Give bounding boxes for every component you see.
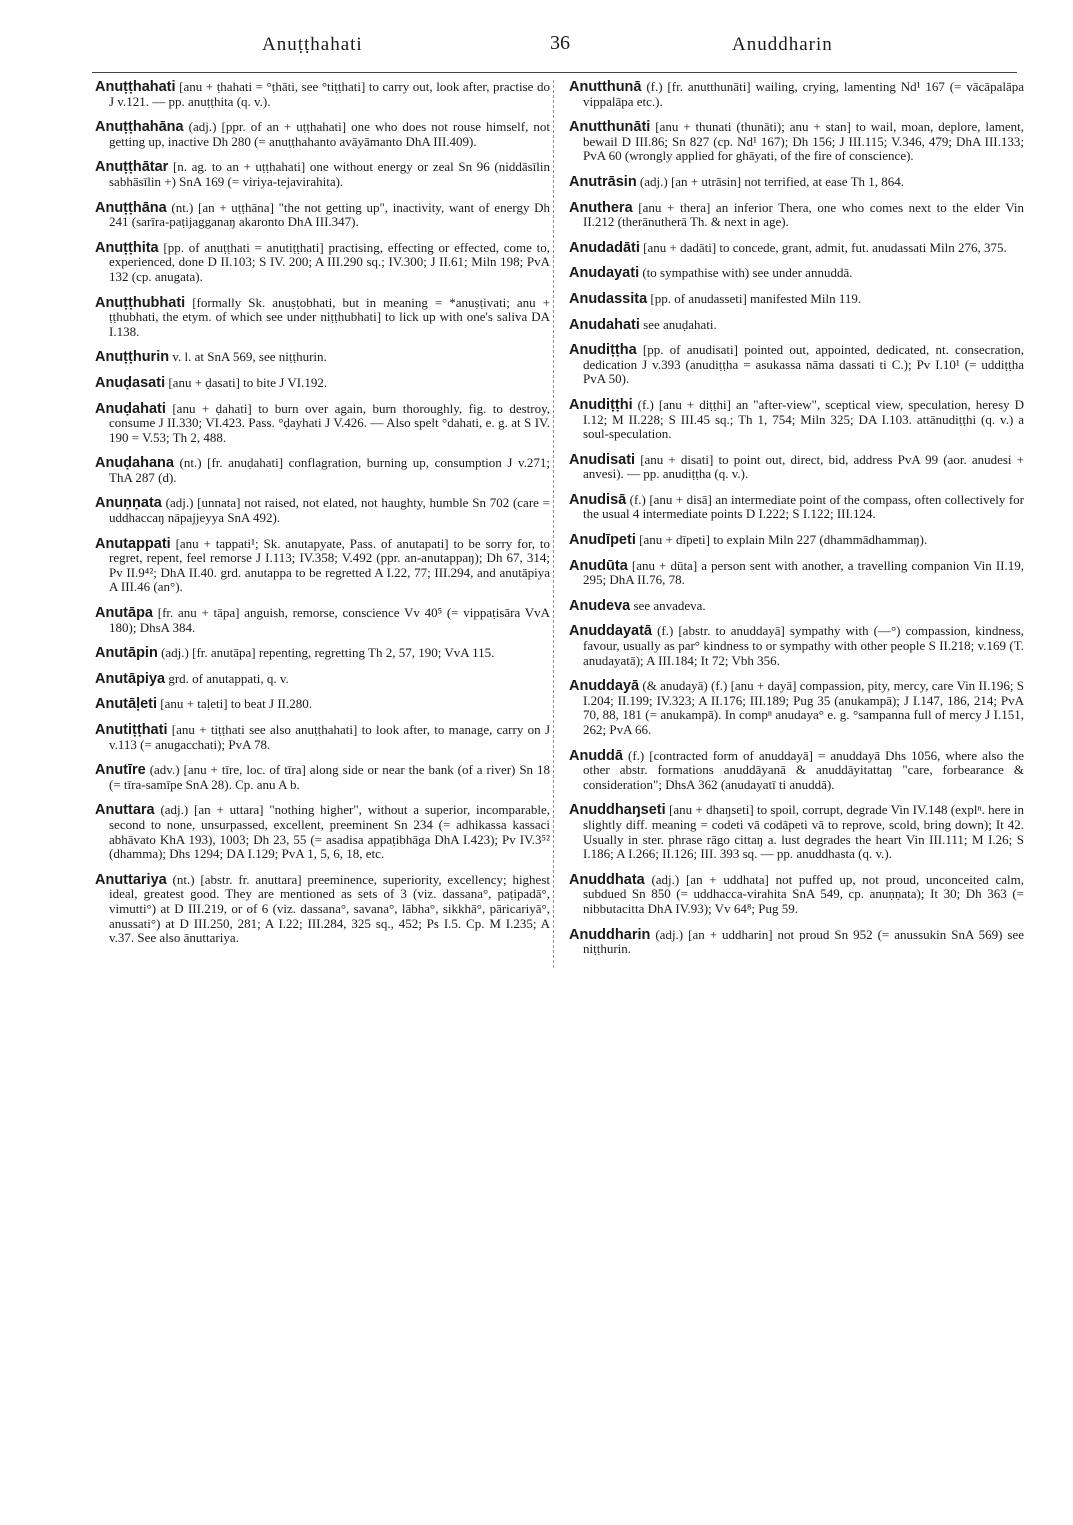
dictionary-entry bbox=[95, 723, 550, 752]
dictionary-entry bbox=[95, 201, 550, 230]
dictionary-entry bbox=[95, 241, 550, 285]
entry-headword: Anuddā bbox=[569, 747, 623, 764]
entry-body: [anu + ṭhahati = °ṭhāti, see °tiṭṭhati] to carry out, look after, practise do J v.121. — pp. anuṭṭhita (q. v.). bbox=[109, 79, 551, 109]
left-column bbox=[95, 80, 550, 957]
entry-headword: Anudadāti bbox=[569, 239, 640, 256]
dictionary-entry bbox=[95, 646, 550, 661]
dictionary-entry bbox=[95, 873, 550, 946]
entry-body: [anu + ḍasati] to bite J VI.192. bbox=[168, 374, 328, 390]
entry-body: [pp. of anudisati] pointed out, appointed, dedicated, nt. consecration, dedication J v.393 (anudiṭṭha = asukassa nāma dassati ti C.); Pv I.10¹ (= uddiṭṭha PvA 50). bbox=[583, 342, 1024, 387]
dictionary-entry bbox=[569, 343, 1024, 387]
entry-headword: Anuṭṭhita bbox=[95, 239, 159, 256]
entry-headword: Anudisā bbox=[569, 491, 627, 508]
dictionary-entry bbox=[569, 266, 1024, 281]
entry-body: (nt.) [fr. anuḍahati] conflagration, burning up, consumption J v.271; ThA 287 (d). bbox=[109, 455, 551, 485]
entry-headword: Anuddharin bbox=[569, 926, 651, 943]
entry-headword: Anutrāsin bbox=[569, 173, 637, 190]
dictionary-entry bbox=[95, 160, 550, 189]
entry-headword: Anudūta bbox=[569, 557, 628, 574]
entry-body: [anu + thera] an inferior Thera, one who comes next to the elder Vin II.212 (therānutherā Th. & next in age). bbox=[583, 199, 1025, 230]
entry-headword: Anuḍahati bbox=[95, 400, 166, 417]
dictionary-entry bbox=[95, 697, 550, 712]
column-divider bbox=[553, 80, 554, 968]
entry-body: [pp. of anudasseti] manifested Miln 119. bbox=[650, 290, 862, 306]
entry-body: [anu + disati] to point out, direct, bid, address PvA 99 (aor. anudesi + anvesi). — pp. anudiṭṭha (q. v.). bbox=[583, 451, 1025, 482]
dictionary-entry bbox=[569, 559, 1024, 588]
entry-headword: Anuṭṭhātar bbox=[95, 159, 169, 176]
entry-body: see anvadeva. bbox=[633, 597, 706, 613]
dictionary-entry bbox=[569, 120, 1024, 164]
entry-body: (f.) [abstr. to anuddayā] sympathy with (—°) compassion, kindness, favour, usually as par° kindness to or sympathy with other people S II.218; v.169 (T. anudayatā); A III.184; It 72; Vbh 356. bbox=[583, 623, 1025, 668]
entry-headword: Anutthunāti bbox=[569, 119, 651, 136]
entry-headword: Anudisati bbox=[569, 451, 636, 468]
entry-body: (adj.) [an + uttara] "nothing higher", without a superior, incomparable, second to none, unsurpassed, excellent, preeminent Sn 234 (= adhikassa kassaci abhāvato KhA 193), 1003; Dh 23, 55 (= asadisa appaṭibhāga DhA I.423); Pv IV.3⁵² (dhamma); Dhs 1294; DA I.129; PvA 1, 5, 6, 18, etc. bbox=[109, 802, 550, 862]
running-head-left: Anuṭṭhahati bbox=[262, 34, 363, 55]
entry-body: [anu + dadāti] to concede, grant, admit, fut. anudassati Miln 276, 375. bbox=[643, 239, 1007, 255]
dictionary-entry bbox=[569, 624, 1024, 668]
dictionary-entry bbox=[95, 402, 550, 446]
entry-body: [anu + dhaŋseti] to spoil, corrupt, degrade Vin IV.148 (explⁿ. here in slightly diff. meaning = codeti vā codāpeti vā to reprove, scold, bring down); It 42. Usually in ster. phrase rāgo cittaŋ a. lust degrades the heart Vin III.111; M I.26; S I.186; A I.266; II.126; III. 393 sq. — pp. anuddhasta (q. v.). bbox=[583, 802, 1024, 862]
entry-body: [formally Sk. anuṣṭobhati, but in meaning = *anuṣṭivati; anu + ṭṭhubhati, the etym. of which see under niṭṭhubhati] to lick up with one's saliva DA I.138. bbox=[109, 294, 550, 339]
entry-headword: Anuṇṇata bbox=[95, 495, 162, 512]
entry-headword: Anuṭṭhahāna bbox=[95, 119, 184, 136]
entry-body: [anu + tiṭṭhati see also anuṭṭhahati] to look after, to manage, carry on J v.113 (= anugacchati); PvA 78. bbox=[109, 722, 551, 752]
entry-headword: Anutāpin bbox=[95, 645, 158, 662]
entry-headword: Anutāḷeti bbox=[95, 696, 158, 713]
dictionary-entry bbox=[95, 80, 550, 109]
entry-body: (to sympathise with) see under annuddā. bbox=[642, 265, 853, 281]
entry-headword: Anudahati bbox=[569, 316, 640, 333]
entry-body: [n. ag. to an + uṭṭhahati] one without energy or zeal Sn 96 (niddāsīlin sabhāsīlin +) SnA 169 (= viriya-tejavirahita). bbox=[109, 159, 551, 189]
entry-headword: Anuddhata bbox=[569, 871, 645, 888]
entry-body: (f.) [contracted form of anuddayā] = anuddayā Dhs 1056, where also the other abstr. formations anuddāyanā & anuddāyitattaŋ "care, forbearance & consideration"; DhsA 362 (anudayatī ti anuddā). bbox=[583, 747, 1024, 792]
dictionary-entry bbox=[95, 803, 550, 861]
dictionary-entry bbox=[569, 292, 1024, 307]
dictionary-entry bbox=[569, 749, 1024, 793]
entry-headword: Anudeva bbox=[569, 597, 631, 614]
entry-body: [fr. anu + tāpa] anguish, remorse, conscience Vv 40⁵ (= vippaṭisāra VvA 180); DhsA 384. bbox=[109, 605, 551, 635]
entry-body: (& anudayā) (f.) [anu + dayā] compassion, pity, mercy, care Vin II.196; S I.204; II.199; IV.323; A II.176; III.189; Pug 35 (anukampā); J I.147, 186, 214; PvA 70, 88, 181 (= anukampā). In compⁿ anudaya° e. g. °sampanna full of mercy J I.151, 262; PvA 66. bbox=[583, 678, 1025, 737]
entry-body: (adj.) [an + uddhata] not puffed up, not proud, unconceited calm, subdued Sn 850 (= uddhacca-virahita SnA 549, cp. anuṇṇata); It 30; Dh 363 (= nibbutacitta DhA IV.93); Vv 64⁸; Pug 59. bbox=[583, 871, 1025, 916]
entry-headword: Anuddhaŋseti bbox=[569, 802, 666, 819]
entry-headword: Anuddayā bbox=[569, 678, 640, 695]
entry-body: (adj.) [an + utrāsin] not terrified, at ease Th 1, 864. bbox=[639, 173, 905, 189]
dictionary-entry bbox=[569, 533, 1024, 548]
dictionary-entry bbox=[569, 873, 1024, 917]
dictionary-entry bbox=[95, 496, 550, 525]
right-column bbox=[569, 80, 1024, 968]
entry-headword: Anudiṭṭha bbox=[569, 342, 637, 359]
entry-body: (adv.) [anu + tīre, loc. of tīra] along side or near the bank (of a river) Sn 18 (= tīra-samīpe SnA 28). Cp. anu A b. bbox=[109, 762, 550, 792]
dictionary-entry bbox=[95, 537, 550, 595]
entry-body: [anu + ḍahati] to burn over again, burn thoroughly, fig. to destroy, consume J II.330; VI.423. Pass. °ḍayhati J V.426. — Also spelt °dahati, e. g. at S IV. 190 = V.53; Th 2, 488. bbox=[109, 400, 551, 445]
entry-body: see anuḍahati. bbox=[643, 316, 717, 332]
entry-body: v. l. at SnA 569, see niṭṭhurin. bbox=[172, 349, 327, 365]
entry-body: [anu + dūta] a person sent with another, a travelling companion Vin II.19, 295; DhA II.76, 78. bbox=[583, 557, 1025, 588]
entry-headword: Anuthera bbox=[569, 199, 633, 216]
dictionary-entry bbox=[95, 296, 550, 340]
dictionary-entry bbox=[569, 241, 1024, 256]
entry-headword: Anuttara bbox=[95, 802, 155, 819]
entry-headword: Anutāpa bbox=[95, 605, 153, 622]
dictionary-entry bbox=[95, 606, 550, 635]
entry-body: (adj.) [an + uddharin] not proud Sn 952 (= anussukin SnA 569) see niṭṭhurin. bbox=[583, 926, 1025, 957]
dictionary-entry bbox=[95, 672, 550, 687]
entry-headword: Anutīre bbox=[95, 762, 146, 779]
dictionary-entry bbox=[569, 803, 1024, 861]
entry-body: [anu + dīpeti] to explain Miln 227 (dhammādhammaŋ). bbox=[639, 532, 928, 548]
entry-body: (f.) [fr. anutthunāti] wailing, crying, lamenting Nd¹ 167 (= vācāpalāpa vippalāpa etc.). bbox=[583, 79, 1024, 109]
entry-headword: Anuḍahana bbox=[95, 455, 174, 472]
entry-headword: Anutāpiya bbox=[95, 670, 166, 687]
entry-headword: Anuḍasati bbox=[95, 374, 166, 391]
entry-body: (adj.) [unnata] not raised, not elated, not haughty, humble Sn 702 (care = uddhaccaŋ nāpajjeyya SnA 492). bbox=[109, 495, 551, 526]
entry-headword: Anutiṭṭhati bbox=[95, 722, 168, 738]
dictionary-entry bbox=[569, 493, 1024, 522]
entry-headword: Anuṭṭhahati bbox=[95, 79, 176, 95]
dictionary-entry bbox=[569, 398, 1024, 442]
running-head-right: Anuddharin bbox=[732, 34, 833, 55]
entry-body: (f.) [anu + disā] an intermediate point of the compass, often collectively for the usual 4 intermediate points D I.222; S I.122; III.124. bbox=[583, 491, 1025, 522]
entry-body: (nt.) [an + uṭṭhāna] "the not getting up", inactivity, want of energy Dh 241 (sarīra-paṭijagganaŋ akaronto DhA III.347). bbox=[109, 199, 550, 230]
entry-headword: Anudassita bbox=[569, 290, 648, 307]
entry-body: (f.) [anu + diṭṭhi] an "after-view", sceptical view, speculation, heresy D I.12; M II.228; S III.45 sq.; Th 1, 754; Miln 325; DA I.103. attānudiṭṭhi (q. v.) a soul-speculation. bbox=[583, 396, 1025, 442]
entry-headword: Anuṭṭhurin bbox=[95, 349, 170, 366]
dictionary-entry bbox=[95, 763, 550, 792]
dictionary-entry bbox=[569, 201, 1024, 230]
entry-body: [anu + tappati¹; Sk. anutapyate, Pass. of anutapati] to be sorry for, to regret, repent, feel remorse J I.113; IV.358; V.492 (ppr. an-anutappaŋ); Dh 67, 314; Pv II.9⁴²; DhA II.40. grd. anutappa to be regretted A I.22, 77; III.294, and anutāpiya A III.46 (an°). bbox=[109, 535, 550, 595]
entry-headword: Anuṭṭhāna bbox=[95, 199, 167, 216]
dictionary-entry bbox=[569, 928, 1024, 957]
dictionary-entry bbox=[95, 120, 550, 149]
entry-headword: Anudīpeti bbox=[569, 532, 636, 549]
entry-headword: Anuttariya bbox=[95, 871, 167, 888]
running-header bbox=[90, 30, 1020, 64]
entry-body: [anu + taḷeti] to beat J II.280. bbox=[160, 696, 313, 712]
entry-headword: Anuddayatā bbox=[569, 623, 652, 640]
dictionary-entry bbox=[569, 80, 1024, 109]
entry-headword: Anutthunā bbox=[569, 79, 642, 95]
entry-headword: Anudayati bbox=[569, 265, 640, 282]
dictionary-entry bbox=[569, 318, 1024, 333]
dictionary-entry bbox=[569, 453, 1024, 482]
entry-body: [pp. of anuṭṭhati = anutiṭṭhati] practising, effecting or effected, come to, experienced, done D II.103; S IV. 200; A III.290 sq.; IV.300; J II.61; Miln 198; PvA 132 (cp. anugata). bbox=[109, 239, 550, 284]
entry-headword: Anuṭṭhubhati bbox=[95, 294, 186, 311]
entry-headword: Anutappati bbox=[95, 535, 171, 552]
dictionary-entry bbox=[95, 456, 550, 485]
entry-body: (adj.) [fr. anutāpa] repenting, regretting Th 2, 57, 190; VvA 115. bbox=[161, 645, 495, 661]
entry-body: (nt.) [abstr. fr. anuttara] preeminence, superiority, excellency; highest ideal, greatest good. They are mentioned as sets of 3 (viz. dassana°, paṭipadā°, vimutti°) at D III.219, or of 6 (viz. dassana°, savana°, lābha°, sikkhā°, pāricariyā°, anussati°) at D III.250, 281; A I.22; III.284, 325 sq., 452; Ps I.5. Cp. M I.235; A v.37. See also ānuttariya. bbox=[109, 871, 550, 946]
dictionary-entry bbox=[569, 679, 1024, 737]
dictionary-entry bbox=[569, 175, 1024, 190]
header-rule bbox=[92, 72, 1017, 73]
dictionary-entry bbox=[569, 599, 1024, 614]
entry-body: (adj.) [ppr. of an + uṭṭhahati] one who does not rouse himself, not getting up, inactive Dh 280 (= anuṭṭhahanto avāyāmanto DhA III.409). bbox=[109, 119, 551, 149]
entry-headword: Anudiṭṭhi bbox=[569, 396, 633, 413]
entry-body: [anu + thunati (thunāti); anu + stan] to wail, moan, deplore, lament, bewail D III.86; Sn 827 (cp. Nd¹ 167); Dh 156; J III.115; V.346, 479; DhA III.133; PvA 60 (wrongly applied for ghāyati, of the fire of conscience). bbox=[583, 119, 1025, 164]
page-number: 36 bbox=[550, 32, 570, 54]
dictionary-entry bbox=[95, 376, 550, 391]
dictionary-entry bbox=[95, 350, 550, 365]
entry-body: grd. of anutappati, q. v. bbox=[168, 670, 289, 686]
